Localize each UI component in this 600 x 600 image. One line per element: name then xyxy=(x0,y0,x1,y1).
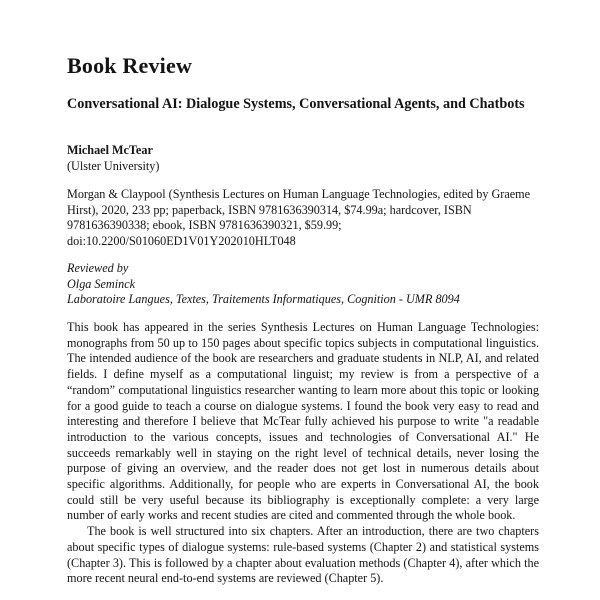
review-body xyxy=(67,320,539,587)
reviewer-block xyxy=(67,261,539,308)
body-paragraph-2: The book is well structured into six chapters. After an introduction, there are two chapters about specific types of dialogue systems: rule-based systems (Chapter 2) and statistical systems (Chapter 3). This is followed by a chapter about evaluation methods (Chapter 4), after which the more recent neural end-to-end systems are reviewed (Chapter 5). xyxy=(67,524,539,586)
author-affiliation: (Ulster University) xyxy=(67,159,160,173)
reviewer-name: Olga Seminck xyxy=(67,276,136,291)
page-title: Book Review xyxy=(67,53,193,78)
reviewer-affiliation: Laboratoire Langues, Textes, Traitements Informatiques, Cognition - UMR 8094 xyxy=(67,292,460,306)
reviewed-by-label: Reviewed by xyxy=(67,261,129,275)
author-block xyxy=(67,142,159,174)
author-name: Michael McTear xyxy=(67,143,153,157)
body-paragraph-1: This book has appeared in the series Synthesis Lectures on Human Language Technologies: monographs from 50 up to 150 pages about specific topics subjects in computational linguistics. The intended audience of the book are researchers and graduate students in NLP, AI, and related fields. I define myself as a computational linguist; my review is from a perspective of a “random” computational linguistics researcher wanting to learn more about this topic or looking for a good guide to teach a course on dialogue systems. I found the book very easy to read and interesting and therefore I believe that McTear fully achieved his purpose to write "a readable introduction to the various concepts, issues and technologies of Conversational AI." He succeeds remarkably well in staying on the right level of technical details, never losing the purpose of giving an overview, and the reader does not get lost in numerous details about specific algorithms. Additionally, for people who are experts in Conversational AI, the book could still be very useful because its bibliography is exceptionally complete: a very large number of early works and recent studies are cited and commented through the whole book. xyxy=(67,320,539,523)
book-title: Conversational AI: Dialogue Systems, Conversational Agents, and Chatbots xyxy=(67,96,525,112)
publisher-info: Morgan & Claypool (Synthesis Lectures on Human Language Technologies, edited by Graeme Hirst), 2020, 233 pp; paperback, ISBN 9781636390314, $74.99a; hardcover, ISBN 9781636390338; ebook, ISBN 9781636390321, $59.99; doi:10.2200/S01060ED1V01Y202010HLT048 xyxy=(67,187,531,248)
